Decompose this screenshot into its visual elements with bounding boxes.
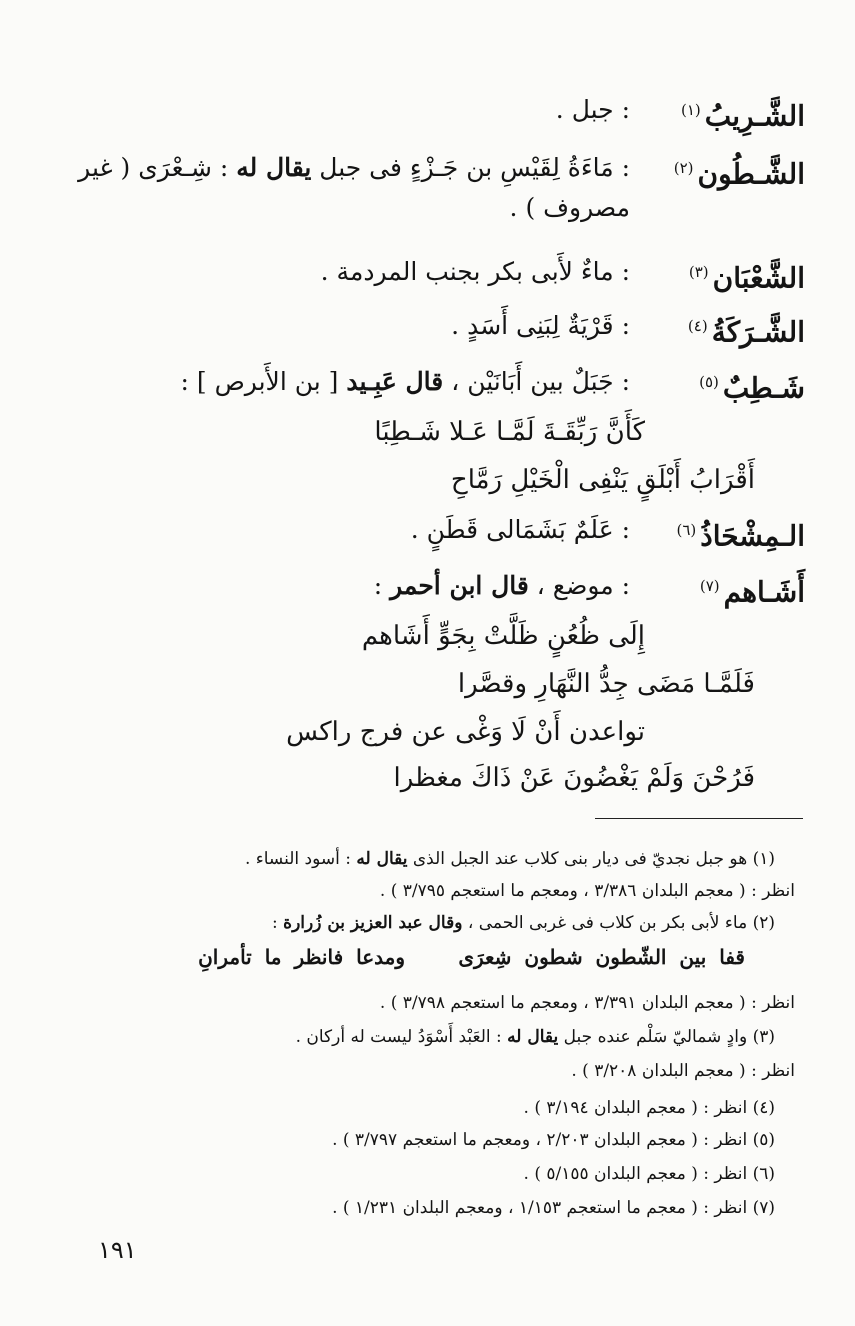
verse-2-second-hemistich: فَلَمَّـا مَضَى جِدُّ النَّهَارِ وقصَّرا <box>457 669 755 699</box>
entry-7 <box>45 566 805 612</box>
entry-6 <box>45 510 805 556</box>
footnote-ref: (٥) <box>699 373 719 391</box>
footnote-7: (٧) انظر : ( معجم ما استعجم ١/١٥٣ ، ومعجم البلدان ١/٢٣١ ) . <box>332 1198 775 1218</box>
headword: أَشَـاهم$^{(٧)}$ <box>699 575 805 609</box>
definition: : جبل . <box>555 95 630 124</box>
headword: الشَّـرِيبُ$^{(١)}$ <box>680 99 805 133</box>
page-number: ١٩١ <box>98 1236 137 1264</box>
footnote-6: (٦) انظر : ( معجم البلدان ٥/١٥٥ ) . <box>523 1164 775 1184</box>
entry-1 <box>45 90 805 136</box>
headword: الشَّعْبَان$^{(٣)}$ <box>688 261 805 295</box>
definition: : مَاءَةُ لِقَيْسِ بن جَـزْءٍ فى جبل يقال له : شِـعْرَى ( غير مصروف ) . <box>78 153 630 222</box>
headword: الشَّـرَكَةُ$^{(٤)}$ <box>687 315 805 349</box>
footnote-5: (٥) انظر : ( معجم البلدان ٢/٢٠٣ ، ومعجم ما استعجم ٣/٧٩٧ ) . <box>332 1130 775 1150</box>
verse-2-first-hemistich: إِلَى ظُعُنٍ ظَلَّتْ بِجَوٍّ أَشَاهم <box>361 621 645 651</box>
footnote-ref: (٦) <box>676 521 697 539</box>
verse-3-second-hemistich: فَرُحْنَ وَلَمْ يَغْضُونَ عَنْ ذَاكَ مغظرا <box>393 763 755 793</box>
headword: الـمِشْحَاذُ$^{(٦)}$ <box>676 519 805 553</box>
entry-4 <box>45 306 805 352</box>
footnote-ref: (١) <box>680 101 701 119</box>
footnote-3: (٣) وادٍ شماليّ سَلْم عنده جبل يقال له : العَبْد أَسْوَدُ ليست له أركان . <box>295 1027 775 1047</box>
footnote-ref: (٢) <box>673 159 694 177</box>
definition: : ماءٌ لأَبى بكر بجنب المردمة . <box>320 257 630 286</box>
verse-1-second-hemistich: أَقْرَابُ أَبْلَقٍ يَنْفِى الْخَيْلِ رَمَّاحِ <box>450 465 755 495</box>
footnote-2-verse-first: قفا بين الشّطون شطون شِعرَى <box>458 945 745 969</box>
verse-3-first-hemistich: تواعدن أَنْ لَا وَغْى عن فرج راكس <box>286 717 645 747</box>
footnote-1-source: انظر : ( معجم البلدان ٣/٣٨٦ ، ومعجم ما استعجم ٣/٧٩٥ ) . <box>379 881 795 901</box>
footnote-2-source: انظر : ( معجم البلدان ٣/٣٩١ ، ومعجم ما استعجم ٣/٧٩٨ ) . <box>379 993 795 1013</box>
verse-1-first-hemistich: كَأَنَّ رَبِّقَـةَ لَمَّـا عَـلا شَـطِبًا <box>374 417 645 447</box>
footnote-ref: (٧) <box>699 577 720 595</box>
footnote-separator <box>595 818 803 819</box>
footnote-2: (٢) ماء لأبى بكر بن كلاب فى غربى الحمى ، وقال عبد العزيز بن زُرارة : <box>272 913 775 933</box>
definition: : قَرْيَةٌ لِبَنِى أَسَدٍ . <box>451 311 630 340</box>
footnote-ref: (٤) <box>687 317 708 335</box>
entry-5 <box>45 362 805 408</box>
definition: : موضع ، قال ابن أحمر : <box>373 571 630 600</box>
entry-3 <box>45 252 805 298</box>
definition: : جَبَلٌ بين أَبَانَيْن ، قال عَبِـيد [ بن الأَبرص ] : <box>180 367 630 396</box>
headword: الشَّـطُون$^{(٢)}$ <box>673 157 805 191</box>
footnote-1: (١) هو جبل نجديّ فى ديار بنى كلاب عند الجبل الذى يقال له : أسود النساء . <box>244 849 775 869</box>
footnote-2-verse-second: ومدعا فانظر ما تأمرانِ <box>198 945 405 969</box>
footnote-4: (٤) انظر : ( معجم البلدان ٣/١٩٤ ) . <box>523 1098 775 1118</box>
footnote-ref: (٣) <box>688 263 709 281</box>
footnote-3-source: انظر : ( معجم البلدان ٣/٢٠٨ ) . <box>571 1061 795 1081</box>
definition: : عَلَمٌ بَشَمَالى قَطَنٍ . <box>410 515 630 544</box>
headword: شَـطِبٌ$^{(٥)}$ <box>699 371 805 405</box>
entry-2 <box>45 148 805 228</box>
